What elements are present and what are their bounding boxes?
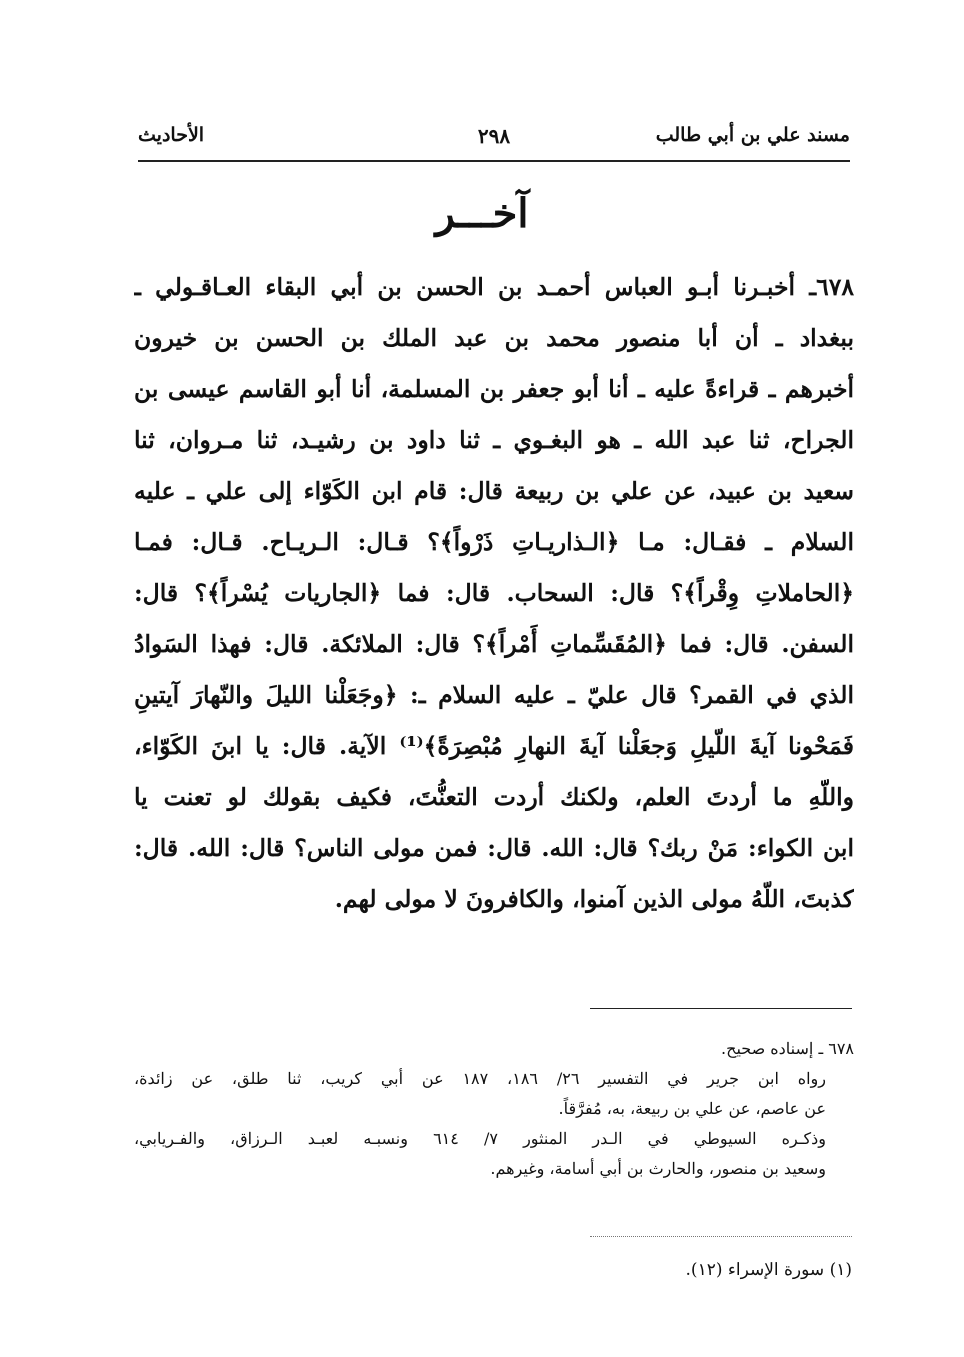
body-line: الجراح، ثنا عبد الله ـ هو البغـوي ـ ثنا داود بن رشيـد، ثنا مـروان، ثنا <box>134 426 854 454</box>
footnote-line: وذكـره السيوطي في الـدر المنثور ٧/ ٦١٤ ونسبـه لعبـد الـرزاق، والفـريابي، <box>134 1129 827 1148</box>
header-page-number: ٢٩٨ <box>477 124 511 148</box>
header-section-name: الأحاديث <box>138 124 205 146</box>
footnote-line: وسعيد بن منصور، والحارث بن أبي أسامة، وغيرهم. <box>490 1159 826 1178</box>
footnote-line: عن عاصم، عن علي بن ربيعة، به، مُفرَّقاً. <box>558 1099 826 1118</box>
body-line: ﴿الحاملاتِ وِقْراً﴾؟ قال: السحاب. قال: فما ﴿الجاريات يُسْراً﴾؟ قال: <box>134 579 854 607</box>
body-line: السفن. قال: فما ﴿المُقَسِّماتِ أَمْراً﴾؟ قال: الملائكة. قال: فهذا السَوادُ <box>134 630 854 658</box>
footnote-dotted-separator <box>590 1236 852 1237</box>
hadith-body <box>134 262 854 925</box>
body-line: كذبتَ، اللّهُ مولى الذين آمنوا، والكافرونَ لا مولى لهم. <box>334 885 854 913</box>
body-line: الذي في القمر؟ قال عليّ ـ عليه السلام ـ: ﴿وجَعَلْنا الليلَ والنّهارَ آيتينِ <box>134 681 854 709</box>
body-line: سعيد بن عبيد، عن علي بن ربيعة قال: قام ابن الكَوّاء إلى علي ـ عليه <box>134 477 854 505</box>
section-title: آخـــر <box>435 190 529 237</box>
body-line: أخبرهم ـ قراءةً عليه ـ أنا أبو جعفر بن المسلمة، أنا أبو القاسم عيسى بن <box>134 375 854 403</box>
footnotes <box>134 1034 854 1184</box>
body-line: ابن الكواء: مَنْ ربك؟ قال: الله. قال: فمن مولى الناس؟ قال: الله. قال: <box>134 834 854 862</box>
header-rule <box>138 160 850 162</box>
body-line: فَمَحْونا آيةَ اللّيلِ وَجعَلْنا آيةَ النهارِ مُبْصِرَةً﴾⁽¹⁾ الآية. قال: يا ابنَ الكَوّاء، <box>134 732 854 760</box>
footnote-line: ٦٧٨ ـ إسناده صحيح. <box>721 1039 854 1058</box>
running-header <box>138 120 850 156</box>
body-line: واللّهِ ما أردتَ العلم، ولكنك أردت التعنُّتَ، فكيف بقولك لو تعنت يا <box>134 783 854 811</box>
body-line: ببغداد ـ أن أبا منصور محمد بن عبد الملك بن الحسن بن خيرون <box>134 324 854 352</box>
header-book-title: مسند علي بن أبي طالب <box>655 124 850 146</box>
body-line: ٦٧٨ـ أخبـرنا أبـو العباس أحمـد بن الحسن بن أبي البقاء العـاقـولي ـ <box>134 273 854 301</box>
footnote-reference: (١) سورة الإسراء (١٢). <box>685 1260 852 1280</box>
footnote-separator <box>590 1008 852 1009</box>
body-line: السلام ـ فقـال: مـا ﴿الـذاريـاتِ ذَرْواً﴾؟ قـال: الـريـاح. قـال: فمـا <box>134 528 854 556</box>
footnote-line: رواه ابن جرير في التفسير ٢٦/ ١٨٦، ١٨٧ عن أبي كريب، ثنا طلق، عن زائدة، <box>134 1069 827 1088</box>
